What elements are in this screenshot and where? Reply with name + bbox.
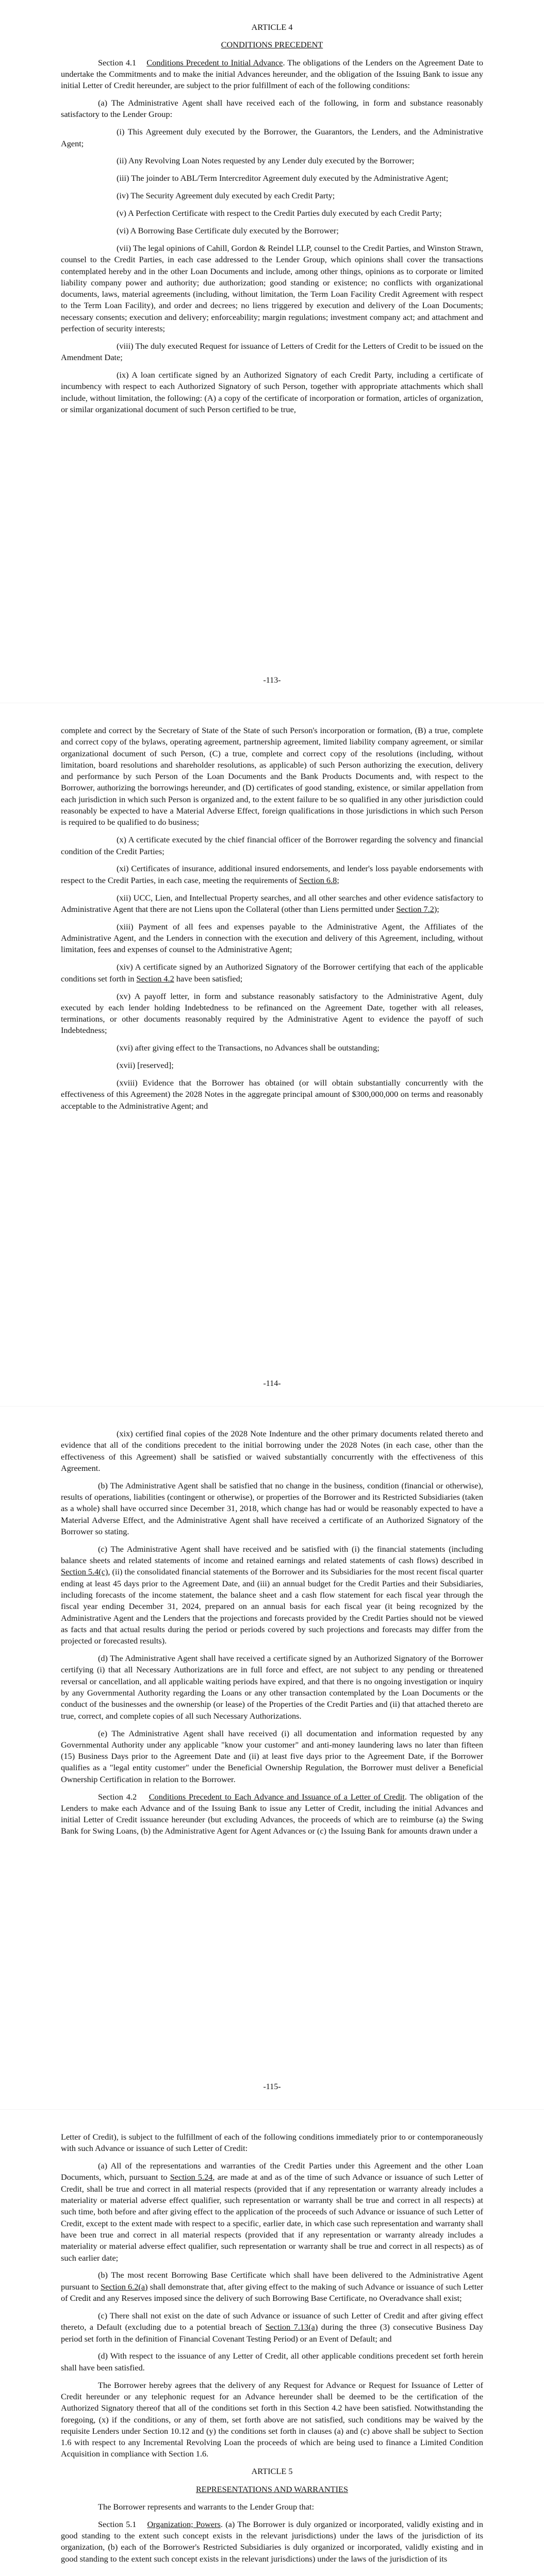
clause-b: (b) The Administrative Agent shall be satisfied that no change in the business, condition (financial or otherwise), results of operations, liabilities (contingent or otherwise), or properties of the Borrower and its Restricted Subsidiaries (taken as a whole) shall have occurred since December 31, 2018, which change has had or would be reasonably expected to have a Material Adverse Effect, and the Administrative Agent shall have received a certificate of an Authorized Signatory of the Borrower so stating. [61, 1480, 483, 1536]
section-reference: Section 7.2 [396, 904, 434, 914]
page-number: -113- [263, 675, 281, 685]
section-4-2-continued: Letter of Credit), is subject to the fulfillment of each of the following conditions immediately prior to or contemporaneously with such Advance or issuance of such Letter of Credit: [61, 2132, 483, 2154]
page-number: -115- [263, 2082, 281, 2091]
section-reference: Section 4.2 [136, 973, 174, 984]
article-title: ARTICLE 4 [251, 22, 293, 32]
clause-x: (x) A certificate executed by the chief financial officer of the Borrower regarding the solvency and financial condition of the Credit Parties; [61, 835, 483, 856]
clause-v: (v) A Perfection Certificate with respect to the Credit Parties duly executed by each Credit Party; [117, 208, 442, 218]
clause-a: (a) All of the representations and warranties of the Credit Parties under this Agreement and the other Loan Documents, which, pursuant to Section 5.24, are made at and as of the time of such Advance or issuance of such Letter of Credit, shall be true and correct in all material respects (provided that if any representation or warranty already includes a materiality or material adverse effect qualifier, such representation or warranty shall be true and correct in all respects) at such time, both before and after giving effect to the application of the proceeds of such Advance or issuance of such Letter of Credit, except to the extent made with respect to a specific, earlier date, in which case such representation and warranty shall have been true and correct in all material respects (provided that if any representation or warranty already includes a materiality or material adverse effect qualifier, such representation or warranty shall be true and correct in all respects) as of such earlier date; [61, 2161, 483, 2263]
clause-vi: (vi) A Borrowing Base Certificate duly executed by the Borrower; [117, 226, 339, 236]
clause-vii: (vii) The legal opinions of Cahill, Gordon & Reindel LLP, counsel to the Credit Parties, and Winston Strawn, counsel to the Credit Parties, in each case addressed to the Lender Group, which opinions shall cover the transactions contemplated hereby and in the other Loan Documents and include, among other things, opinions as to corporate or limited liability company power and authority; due authorization; good standing or existence; no conflicts with organizational documents, laws, material agreements (including, without limitation, the Term Loan Facility Credit Agreement with respect to the Term Loan Facility), and order and decrees; no liens triggered by execution and delivery of the Loan Documents; necessary consents; execution and delivery; enforceability; margin regulations; investment company act; and attachment and perfection of security interests; [61, 243, 483, 333]
section-4-1 [61, 57, 483, 92]
article-heading: REPRESENTATIONS AND WARRANTIES [195, 2484, 349, 2494]
section-number: Section 5.1 [98, 2519, 137, 2529]
clause-xii: (xii) UCC, Lien, and Intellectual Property searches, and all other searches and other evidence satisfactory to Administrative Agent that there are not Liens upon the Collateral (other than Liens permitted under Section 7.2); [61, 892, 483, 914]
section-body: . The obligation of the Lenders to make each Advance and of the Issuing Bank to issue any Letter of Credit, including the initial Advances and initial Letter of Credit issuance hereunder (but excluding Advances, the proceeds of which are to reimburse (a) the Swing Bank for Swing Loans, (b) the Administrative Agent for Agent Advances or (c) the Issuing Bank for amounts drawn under a [61, 1791, 483, 1836]
clause-iii: (iii) The joinder to ABL/Term Intercreditor Agreement duly executed by the Administrative Agent; [117, 173, 449, 183]
clause-ii: (ii) Any Revolving Loan Notes requested by any Lender duly executed by the Borrower; [117, 156, 415, 166]
clause-i: (i) This Agreement duly executed by the Borrower, the Guarantors, the Lenders, and the Administrative Agent; [61, 127, 483, 148]
article-intro: The Borrower represents and warrants to the Lender Group that: [98, 2501, 315, 2512]
page-115 [0, 1406, 544, 2110]
clause-ix-continued: complete and correct by the Secretary of State of the State of such Person's incorporation or formation, (B) a true, complete and correct copy of the bylaws, operating agreement, partnership agreement, limited liability company agreement, or similar organizational document of such Person, (C) a true, complete and correct copy of the resolutions (including, without limitation, board resolutions and shareholder resolutions, as applicable) of such Person authorizing the execution, delivery and performance by such Person of the Loan Documents and the Bank Products Documents and, with respect to the Borrower, authorizing the borrowings hereunder, and (D) certificates of good standing, existence, or similar appellation from each jurisdiction in which such Person is organized and, to the extent failure to be so qualified in any other jurisdiction could reasonably be expected to have a Material Adverse Effect, foreign qualifications in those jurisdictions in which such Person is required to be qualified to do business; [61, 725, 483, 827]
section-reference: Section 5.4(c) [61, 1567, 108, 1577]
section-reference: Section 5.24 [170, 2172, 213, 2182]
clause-ix: (ix) A loan certificate signed by an Authorized Signatory of each Credit Party, including a certificate of incumbency with respect to each Authorized Signatory of such Person, together with appropriate attachments which shall include, without limitation, the following: (A) a copy of the certificate of incorporation or formation, articles of organization, or similar organizational document of such Person certified to be true, [61, 370, 483, 414]
clause-viii: (viii) The duly executed Request for issuance of Letters of Credit for the Letters of Credit to be issued on the Amendment Date; [61, 341, 483, 363]
page-number: -114- [263, 1379, 281, 1388]
clause-d: (d) The Administrative Agent shall have received a certificate signed by an Authorized Signatory of the Borrower certifying (i) that all Necessary Authorizations are in full force and effect, are not subject to any pending or threatened reversal or cancellation, and all applicable waiting periods have expired, and that there is no ongoing investigation or inquiry by any Governmental Authority regarding the Loans or any other transaction contemplated by the Loan Documents or the conduct of the businesses and the ownership (or lease) of the Properties of the Credit Parties and (ii) that attached thereto are true, correct, and complete copies of all such Necessary Authorizations. [61, 1653, 483, 1721]
clause-b: (b) The most recent Borrowing Base Certificate which shall have been delivered to the Administrative Agent pursuant to Section 6.2(a) shall demonstrate that, after giving effect to the making of such Advance or issuance of such Letter of Credit and any Reserves imposed since the delivery of such Borrowing Base Certificate, no Overadvance shall exist; [61, 2270, 483, 2303]
section-4-2 [61, 1791, 483, 1837]
clause-xix: (xix) certified final copies of the 2028 Note Indenture and the other primary documents related thereto and evidence that all of the conditions precedent to the initial borrowing under the 2028 Notes (in each case, other than the effectiveness of this Agreement) shall be satisfied or waived substantially concurrently with the effectiveness of this Agreement. [61, 1429, 483, 1473]
clause-xvii: (xvii) [reserved]; [117, 1060, 174, 1071]
page-113 [0, 0, 544, 703]
section-reference: Section 6.8 [299, 875, 337, 885]
page-114 [0, 703, 544, 1406]
clause-xi: (xi) Certificates of insurance, additional insured endorsements, and lender's loss payable endorsements with respect to the Credit Parties, in each case, meeting the requirements of Section 6.8; [61, 863, 483, 885]
clause-c: (c) There shall not exist on the date of such Advance or issuance of such Letter of Credit and after giving effect thereto, a Default (excluding due to a potential breach of Section 7.13(a) during the three (3) consecutive Business Day period set forth in the definition of Financial Covenant Testing Period) or an Event of Default; and [61, 2310, 484, 2344]
article-heading: CONDITIONS PRECEDENT [221, 40, 323, 50]
section-body: . (a) The Borrower is duly organized or incorporated, validly existing and in good standing to the extent such concept exists in the relevant jurisdictions) under the laws of the jurisdiction of its organization, (b) each of the Borrower's Restricted Subsidiaries is duly organized or incorporated, validly existing and in good standing to the extent such concept exists in the relevant jurisdictions) under the laws of the jurisdiction of its [61, 2519, 484, 2564]
clause-d: (d) With respect to the issuance of any Letter of Credit, all other applicable conditions precedent set forth herein shall have been satisfied. [61, 2351, 483, 2372]
section-title: Conditions Precedent to Initial Advance [146, 57, 283, 67]
section-body: . The obligations of the Lenders on the Agreement Date to undertake the Commitments and to make the initial Advances hereunder, and the obligation of the Issuing Bank to issue any initial Letter of Credit hereunder, are subject to the prior fulfillment of each of the following conditions: [61, 57, 483, 91]
clause-xvi: (xvi) after giving effect to the Transactions, no Advances shall be outstanding; [117, 1043, 380, 1053]
section-number: Section 4.1 [98, 57, 137, 67]
clause-e: (e) The Administrative Agent shall have received (i) all documentation and information requested by any Governmental Authority under any applicable "know your customer" and anti-money laundering laws no later than fifteen (15) Business Days prior to the Agreement Date and (ii) at least five days prior to the Agreement Date, if the Borrower qualifies as a "legal entity customer" under the Beneficial Ownership Regulation, the Borrower must deliver a Beneficial Ownership Certification in relation to the Borrower. [61, 1728, 483, 1784]
clause-c: (c) The Administrative Agent shall have received and be satisfied with (i) the financial statements (including balance sheets and related statements of income and retained earnings and related statements of cash flows) described in Section 5.4(c), (ii) the consolidated financial statements of the Borrower and its Subsidiaries for the most recent fiscal quarter ending at least 45 days prior to the Agreement Date, and (iii) an annual budget for the Credit Parties and their Subsidiaries, including forecasts of the income statement, the balance sheet and a cash flow statement for each fiscal year through the fiscal year ending December 31, 2024, prepared on an annual basis for each fiscal year (it being recognized by the Administrative Agent and the Lenders that the projections and forecasts provided by the Credit Parties should not be viewed as facts and that actual results during the period or periods covered by such projections and forecasts may differ from the projected or forecasted results). [61, 1544, 483, 1646]
clause-iv: (iv) The Security Agreement duly executed by each Credit Party; [117, 191, 335, 201]
section-number: Section 4.2 [98, 1791, 137, 1802]
article-title: ARTICLE 5 [251, 2466, 293, 2477]
closing-paragraph: The Borrower hereby agrees that the delivery of any Request for Advance or Request for Issuance of Letter of Credit hereunder or any telephonic request for an Advance hereunder shall be deemed to be the certification of the Authorized Signatory thereof that all of the conditions set forth in this Section 4.2 have been satisfied. Notwithstanding the foregoing, (x) if the conditions, or any of them, set forth above are not satisfied, such conditions may be waived by the requisite Lenders under Section 10.12 and (y) the conditions set forth in clauses (a) and (c) above shall be subject to Section 1.6 with respect to any Incremental Revolving Loan the proceeds of which are being used to finance a Limited Condition Acquisition in compliance with Section 1.6. [61, 2380, 483, 2459]
section-title: Organization; Powers [147, 2519, 221, 2529]
section-title: Conditions Precedent to Each Advance and Issuance of a Letter of Credit [149, 1791, 405, 1802]
clause-a: (a) The Administrative Agent shall have received each of the following, in form and substance reasonably satisfactory to the Lender Group: [61, 98, 483, 120]
clause-xv: (xv) A payoff letter, in form and substance reasonably satisfactory to the Administrative Agent, duly executed by each lender holding Indebtedness to be refinanced on the Agreement Date, together with all releases, terminations, or other documents reasonably required by the Administrative Agent to evidence the payoff of such Indebtedness; [61, 991, 483, 1036]
section-reference: Section 7.13(a) [265, 2322, 318, 2332]
page-116 [0, 2110, 544, 2576]
clause-xiii: (xiii) Payment of all fees and expenses payable to the Administrative Agent, the Affiliates of the Administrative Agent, and the Lenders in connection with the execution and delivery of this Agreement, including, without limitation, fees and expenses of counsel to the Administrative Agent; [61, 921, 483, 955]
clause-xviii: (xviii) Evidence that the Borrower has obtained (or will obtain substantially concurrently with the effectiveness of this Agreement) the 2028 Notes in the aggregate principal amount of $300,000,000 on terms and reasonably acceptable to the Administrative Agent; and [61, 1078, 483, 1111]
section-5-1 [61, 2519, 483, 2565]
section-reference: Section 6.2(a) [101, 2281, 148, 2292]
clause-xiv: (xiv) A certificate signed by an Authorized Signatory of the Borrower certifying that each of the applicable conditions set forth in Section 4.2 have been satisfied; [61, 962, 483, 984]
